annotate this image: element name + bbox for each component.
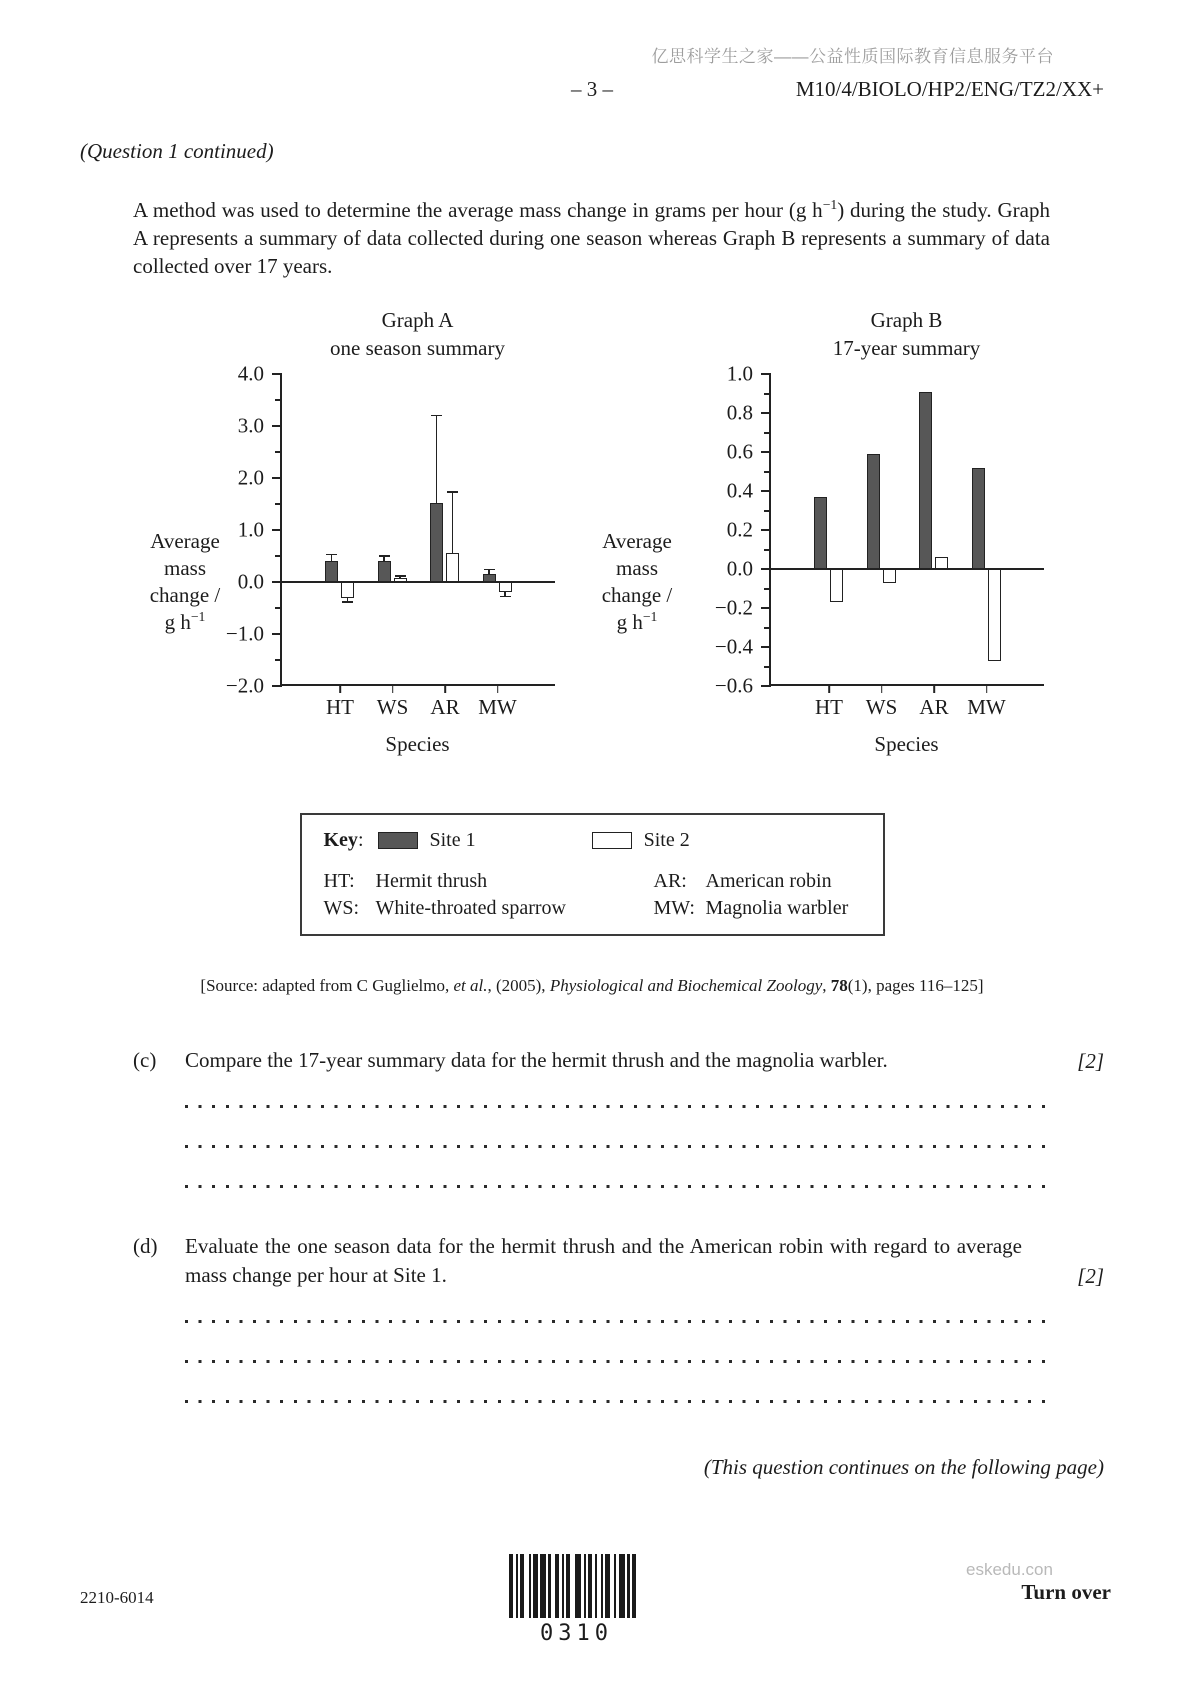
document-code: 2210-6014 (80, 1588, 154, 1607)
x-category-label: AR (919, 695, 949, 719)
y-tick (761, 646, 771, 648)
y-tick-label: 2.0 (237, 465, 264, 490)
error-bar (436, 416, 437, 503)
question-d-marks: [2] (1077, 1264, 1104, 1288)
site2-swatch (592, 832, 632, 849)
answer-dotted-line (185, 1400, 1045, 1403)
y-tick (764, 510, 771, 512)
zero-line (771, 568, 1044, 570)
y-tick (272, 581, 282, 583)
y-tick-label: −2.0 (225, 673, 264, 698)
y-tick-label: 0.6 (726, 439, 753, 464)
y-tick-label: 0.0 (237, 569, 264, 594)
bar-site2-ht (830, 569, 843, 602)
error-bar (452, 492, 453, 553)
y-tick-label: −0.2 (714, 595, 753, 620)
question-d-label: (d) (133, 1234, 158, 1258)
barcode-text: 0310 (540, 1621, 613, 1646)
y-tick-label: 0.4 (726, 478, 753, 503)
y-tick-label: 0.2 (726, 517, 753, 542)
y-tick (761, 373, 771, 375)
x-category-label: AR (430, 695, 460, 719)
page-content (80, 0, 1104, 1480)
exam-code: M10/4/BIOLO/HP2/ENG/TZ2/XX+ (795, 77, 1104, 101)
x-tick (881, 686, 883, 693)
error-bar-cap (484, 569, 495, 571)
y-tick (761, 451, 771, 453)
question-c-text: Compare the 17-year summary data for the hermit thrush and the magnolia warbler. (185, 1048, 888, 1072)
y-tick (272, 477, 282, 479)
bar-site2-ar (935, 557, 948, 569)
y-tick (761, 568, 771, 570)
y-tick (764, 432, 771, 434)
turn-over-label: Turn over (1021, 1580, 1111, 1604)
site1-label: Site 1 (429, 829, 476, 851)
y-tick (272, 685, 282, 687)
site-watermark-footer: eskedu.con (966, 1560, 1053, 1579)
y-tick-label: −1.0 (225, 621, 264, 646)
graph-b-y-axis-label: Average mass change / g $h^{-1}$ (601, 529, 673, 634)
key-label: Key: (323, 829, 364, 851)
site2-label: Site 2 (643, 829, 690, 851)
question-continued-note: (Question 1 continued) (80, 139, 274, 163)
y-tick (764, 393, 771, 395)
x-tick (497, 686, 499, 693)
y-tick (761, 529, 771, 531)
graph-a-x-axis-label: Species (385, 732, 450, 756)
barcode-bar (575, 1554, 582, 1618)
bar-site1-ar (919, 392, 932, 569)
y-tick (275, 399, 282, 401)
continues-note: (This question continues on the following page) (703, 1455, 1104, 1479)
question-c-answer-lines (185, 1105, 1045, 1188)
graph-b-title: Graph B 17-year summary (832, 308, 981, 360)
x-category-label: HT (815, 695, 843, 719)
x-tick (986, 686, 988, 693)
y-tick (275, 659, 282, 661)
question-c-marks: [2] (1077, 1049, 1104, 1073)
error-bar-cap (342, 601, 353, 603)
error-bar-cap (326, 554, 337, 556)
x-tick (933, 686, 935, 693)
zero-line (282, 581, 555, 583)
barcode-block (508, 1554, 640, 1646)
y-tick (764, 666, 771, 668)
y-tick-label: 0.8 (726, 400, 753, 425)
graph-a-title: Graph A one season summary (330, 308, 505, 360)
y-tick-label: −0.4 (714, 634, 753, 659)
bar-site2-ar (446, 553, 459, 582)
x-tick (444, 686, 446, 693)
y-tick-label: 0.0 (726, 556, 753, 581)
intro-paragraph: A method was used to determine the average mass change in grams per hour (g $h^{-1}$) during the study. Graph A represents a summary of data collected during one season whereas Graph B represents a summary of data collected over 17 years. (133, 197, 1050, 278)
species-abbreviations (324, 870, 863, 920)
y-tick-label: 1.0 (726, 361, 753, 386)
bar-site1-ht (325, 561, 338, 582)
graph-a-y-axis-label: Average mass change / g $h^{-1}$ (149, 529, 221, 634)
error-bar-cap (431, 415, 442, 417)
legend-box (300, 813, 885, 936)
y-tick (272, 633, 282, 635)
abbr-mw: MW: Magnolia warbler (653, 897, 849, 919)
y-tick-label: 3.0 (237, 413, 264, 438)
bar-site1-ws (378, 561, 391, 582)
y-tick (764, 471, 771, 473)
graph-a (133, 306, 555, 757)
y-tick (272, 529, 282, 531)
x-category-label: MW (967, 695, 1006, 719)
y-tick (275, 451, 282, 453)
answer-dotted-line (185, 1360, 1045, 1363)
x-tick (828, 686, 830, 693)
y-tick (764, 588, 771, 590)
question-d-answer-lines (185, 1320, 1045, 1403)
bar-site1-mw (972, 468, 985, 569)
barcode (509, 1554, 639, 1618)
question-d (133, 1232, 1104, 1403)
site1-swatch (378, 832, 418, 849)
y-tick-label: 1.0 (237, 517, 264, 542)
bar-site1-ht (814, 497, 827, 569)
bar-site2-ht (341, 582, 354, 598)
bar-site2-ws (883, 569, 896, 583)
bar-site2-ws (394, 578, 407, 582)
error-bar-cap (395, 575, 406, 577)
barcode-bar (540, 1554, 547, 1618)
charts-row (133, 306, 1104, 757)
x-tick (339, 686, 341, 693)
y-tick (275, 503, 282, 505)
y-tick (764, 549, 771, 551)
graph-b-x-axis-label: Species (874, 732, 939, 756)
error-bar-cap (500, 596, 511, 598)
bar-site2-mw (988, 569, 1001, 661)
x-category-label: MW (478, 695, 517, 719)
x-tick (392, 686, 394, 693)
y-tick (764, 627, 771, 629)
site-watermark-header: 亿思科学生之家——公益性质国际教育信息服务平台 (651, 47, 1054, 66)
answer-dotted-line (185, 1145, 1045, 1148)
graph-b (585, 306, 1044, 757)
y-tick (272, 425, 282, 427)
source-citation: [Source: adapted from C Guglielmo, et al., (2005), Physiological and Biochemical Zoology, 78(1), pages 116–125] (200, 976, 984, 995)
y-tick-label: 4.0 (237, 361, 264, 386)
abbr-ar: AR: American robin (653, 870, 832, 892)
error-bar-cap (447, 491, 458, 493)
barcode-bar (619, 1554, 626, 1618)
x-category-label: WS (376, 695, 409, 719)
x-category-label: WS (865, 695, 898, 719)
y-tick (761, 607, 771, 609)
y-tick (761, 412, 771, 414)
question-c-label: (c) (133, 1048, 157, 1072)
page-number: – 3 – (571, 77, 613, 101)
barcode-bar (632, 1554, 636, 1618)
abbr-ws: WS: White-throated sparrow (323, 897, 566, 919)
y-tick (275, 555, 282, 557)
answer-dotted-line (185, 1105, 1045, 1108)
bar-site1-mw (483, 574, 496, 582)
question-d-text: Evaluate the one season data for the hermit thrush and the American robin with regard to average mass change per hour at Site 1. (185, 1234, 1022, 1287)
y-tick (275, 607, 282, 609)
graph-a-plot-area (225, 361, 555, 719)
graph-b-plot-area (714, 361, 1044, 719)
error-bar-cap (379, 555, 390, 557)
bar-site1-ws (867, 454, 880, 569)
page-header (80, 77, 1104, 105)
y-tick-label: −0.6 (714, 673, 753, 698)
y-tick (272, 373, 282, 375)
abbr-ht: HT: Hermit thrush (323, 870, 488, 892)
y-tick (761, 490, 771, 492)
y-tick (761, 685, 771, 687)
answer-dotted-line (185, 1185, 1045, 1188)
question-c (133, 1046, 1104, 1188)
bar-site1-ar (430, 503, 443, 582)
bar-site2-mw (499, 582, 512, 592)
error-bar (331, 554, 332, 561)
x-category-label: HT (326, 695, 354, 719)
answer-dotted-line (185, 1320, 1045, 1323)
